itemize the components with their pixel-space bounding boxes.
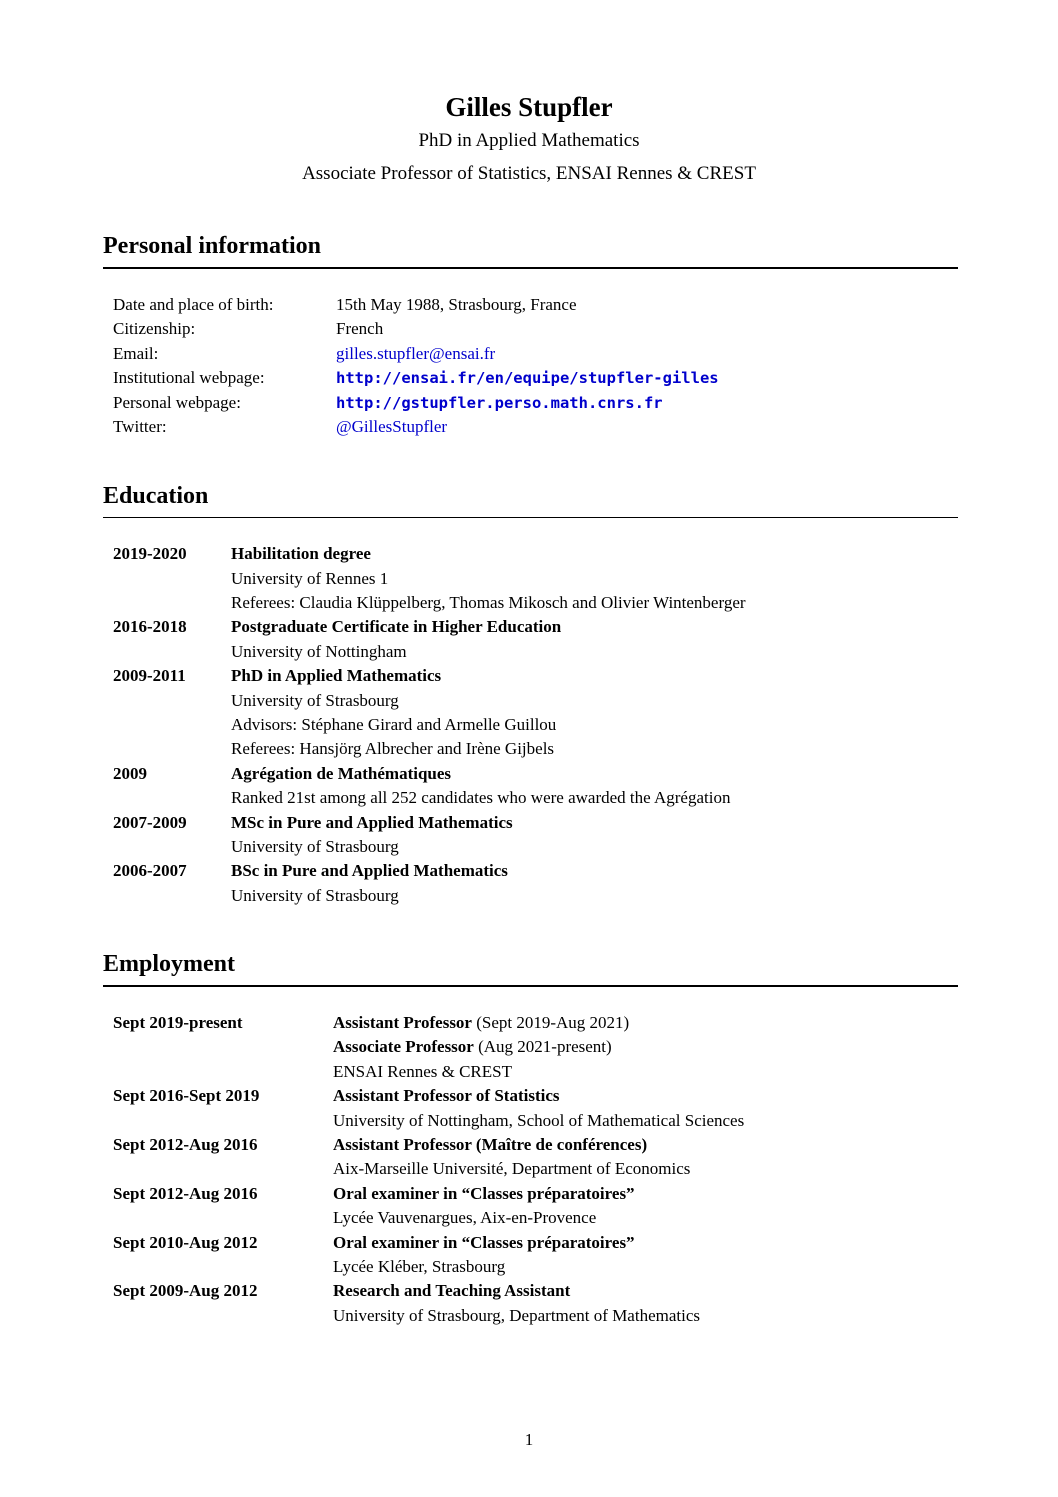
personal-info-row	[113, 317, 958, 342]
entry-details	[231, 542, 958, 615]
entry-line-text: University of Strasbourg	[231, 690, 399, 710]
entry-period: 2009-2011	[113, 666, 186, 686]
entry-period: 2019-2020	[113, 544, 187, 564]
education-entry	[113, 664, 958, 762]
entry-line	[231, 713, 958, 737]
entry-details	[333, 1231, 958, 1280]
entry-details	[231, 762, 958, 811]
employment-entry	[113, 1084, 958, 1133]
entry-line	[333, 1182, 958, 1206]
cv-header	[0, 0, 1058, 190]
personal-info-row	[113, 391, 958, 416]
employment-entry	[113, 1133, 958, 1182]
education-entry	[113, 811, 958, 860]
entry-details	[333, 1084, 958, 1133]
info-row-label: Citizenship:	[113, 319, 196, 339]
header-position: Associate Professor of Statistics, ENSAI Rennes & CREST	[302, 163, 756, 184]
entry-line-text: (Aug 2021-present)	[473, 1037, 612, 1057]
entry-line	[333, 1011, 958, 1035]
entry-line-title: PhD in Applied Mathematics	[231, 666, 442, 686]
entry-line-text: Referees: Claudia Klüppelberg, Thomas Mikosch and Olivier Wintenberger	[231, 593, 746, 612]
page-title: Gilles Stupfler	[445, 92, 613, 122]
personal-info-row	[113, 342, 958, 367]
entry-line	[333, 1133, 958, 1157]
entry-line-text: Aix-Marseille Université, Department of Economics	[333, 1159, 691, 1179]
entry-line-title: Assistant Professor	[333, 1012, 472, 1032]
education-entry	[113, 615, 958, 664]
entry-line	[231, 835, 958, 859]
section-heading-personal-information: Personal information	[103, 233, 321, 259]
header-degree: PhD in Applied Mathematics	[418, 130, 640, 151]
entry-line-text: University of Strasbourg	[231, 837, 399, 857]
entry-details	[333, 1182, 958, 1231]
employment-entry	[113, 1231, 958, 1280]
entry-line-text: Advisors: Stéphane Girard and Armelle Guillou	[231, 715, 557, 735]
entry-period: Sept 2019-present	[113, 1012, 243, 1032]
entry-line	[231, 542, 958, 566]
entry-line-text: (Sept 2019-Aug 2021)	[471, 1012, 630, 1032]
entry-line-text: ENSAI Rennes & CREST	[333, 1061, 512, 1081]
entry-line-title: Habilitation degree	[231, 544, 371, 564]
employment-entry	[113, 1279, 958, 1328]
employment-entry	[113, 1182, 958, 1231]
info-row-value[interactable]: @GillesStupfler	[336, 417, 448, 437]
info-row-label: Institutional webpage:	[113, 368, 265, 388]
entry-period: Sept 2010-Aug 2012	[113, 1232, 258, 1252]
info-row-label: Date and place of birth:	[113, 294, 274, 314]
entry-line-title: Research and Teaching Assistant	[333, 1281, 571, 1301]
entry-details	[231, 859, 958, 908]
entry-line-text: Lycée Vauvenargues, Aix-en-Provence	[333, 1208, 597, 1228]
entry-line	[333, 1279, 958, 1303]
entry-line	[333, 1255, 958, 1279]
entry-line	[333, 1109, 958, 1133]
entry-details	[333, 1011, 958, 1084]
entry-details	[231, 615, 958, 664]
entry-line-title: Assistant Professor of Statistics	[333, 1086, 560, 1106]
section-divider	[103, 267, 958, 269]
entry-line	[333, 1060, 958, 1084]
entry-line	[333, 1157, 958, 1181]
employment-list	[103, 1011, 958, 1328]
section-heading-employment: Employment	[103, 951, 235, 978]
entry-line	[333, 1035, 958, 1059]
entry-line	[231, 640, 958, 664]
education-entry	[113, 859, 958, 908]
entry-details	[333, 1279, 958, 1328]
page-number: 1	[524, 1430, 534, 1449]
entry-line-title: Assistant Professor (Maître de conférences)	[333, 1134, 648, 1154]
info-row-value[interactable]: http://ensai.fr/en/equipe/stupfler-gilles	[336, 369, 719, 388]
section-personal-information	[103, 231, 958, 440]
entry-line-text: Ranked 21st among all 252 candidates who were awarded the Agrégation	[231, 788, 731, 808]
entry-line	[333, 1304, 958, 1328]
personal-info-row	[113, 415, 958, 440]
personal-info-list	[103, 293, 958, 440]
entry-details	[231, 664, 958, 762]
entry-line-text: University of Nottingham	[231, 641, 407, 661]
info-row-label: Twitter:	[113, 417, 167, 437]
info-row-label: Personal webpage:	[113, 392, 241, 412]
entry-line-text: University of Strasbourg, Department of Mathematics	[333, 1305, 700, 1325]
entry-line	[231, 884, 958, 908]
entry-line	[231, 811, 958, 835]
entry-details	[333, 1133, 958, 1182]
entry-period: Sept 2016-Sept 2019	[113, 1086, 260, 1106]
entry-period: Sept 2012-Aug 2016	[113, 1134, 258, 1154]
entry-line	[231, 567, 958, 591]
entry-period: Sept 2012-Aug 2016	[113, 1183, 258, 1203]
entry-line-text: University of Strasbourg	[231, 885, 399, 905]
entry-line-text: University of Nottingham, School of Mathematical Sciences	[333, 1110, 745, 1130]
personal-info-row	[113, 366, 958, 391]
entry-line	[333, 1231, 958, 1255]
entry-line	[231, 689, 958, 713]
entry-line-title: BSc in Pure and Applied Mathematics	[231, 861, 508, 881]
entry-details	[231, 811, 958, 860]
section-divider	[103, 985, 958, 987]
entry-line	[231, 664, 958, 688]
info-row-value: French	[336, 319, 384, 339]
entry-period: 2006-2007	[113, 861, 187, 881]
education-entry	[113, 542, 958, 615]
entry-line-text: University of Rennes 1	[231, 568, 389, 588]
section-divider	[103, 517, 958, 519]
entry-period: 2007-2009	[113, 812, 187, 832]
info-row-value[interactable]: http://gstupfler.perso.math.cnrs.fr	[336, 393, 663, 412]
entry-line-title: Postgraduate Certificate in Higher Education	[231, 617, 562, 637]
entry-period: 2016-2018	[113, 617, 187, 637]
entry-line-title: Oral examiner in “Classes préparatoires”	[333, 1232, 635, 1252]
entry-line-text: Lycée Kléber, Strasbourg	[333, 1256, 506, 1276]
entry-line	[333, 1084, 958, 1108]
entry-line	[231, 737, 958, 761]
entry-line	[231, 615, 958, 639]
info-row-value: 15th May 1988, Strasbourg, France	[336, 294, 577, 314]
entry-line	[231, 762, 958, 786]
entry-period: Sept 2009-Aug 2012	[113, 1281, 258, 1301]
education-list	[103, 542, 958, 908]
section-heading-education: Education	[103, 482, 209, 509]
entry-line	[231, 859, 958, 883]
entry-line	[231, 591, 958, 615]
education-entry	[113, 762, 958, 811]
employment-entry	[113, 1011, 958, 1084]
section-employment	[103, 949, 958, 1328]
section-education	[103, 481, 958, 909]
entry-line	[333, 1206, 958, 1230]
entry-period: 2009	[113, 763, 147, 783]
personal-info-row	[113, 293, 958, 318]
entry-line-title: Oral examiner in “Classes préparatoires”	[333, 1183, 635, 1203]
entry-line	[231, 786, 958, 810]
info-row-value[interactable]: gilles.stupfler@ensai.fr	[336, 343, 496, 363]
entry-line-title: MSc in Pure and Applied Mathematics	[231, 812, 513, 832]
entry-line-title: Agrégation de Mathématiques	[231, 763, 452, 783]
info-row-label: Email:	[113, 343, 159, 363]
entry-line-text: Referees: Hansjörg Albrecher and Irène Gijbels	[231, 739, 555, 759]
entry-line-title: Associate Professor	[333, 1037, 474, 1057]
